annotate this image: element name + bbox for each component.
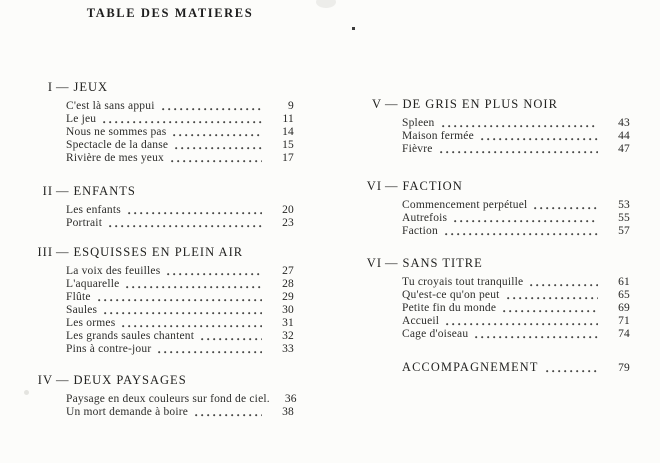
toc-entry [66, 406, 294, 419]
section-entries [30, 100, 294, 165]
page-number: 15 [282, 139, 294, 151]
dot-leader [445, 233, 598, 236]
section-name: ENFANTS [73, 184, 136, 198]
scan-smudge [316, 0, 336, 8]
toc-entry [66, 343, 294, 356]
section-entries [356, 199, 630, 238]
entry-title: Qu'est-ce qu'on peut [402, 289, 500, 301]
page-number: 65 [618, 289, 630, 301]
entry-title: Spectacle de la danse [66, 139, 169, 151]
toc-entry [402, 117, 630, 130]
toc-entry [66, 126, 294, 139]
toc-entry [66, 278, 294, 291]
entry-title: Le jeu [66, 113, 97, 125]
page-number: 57 [618, 225, 630, 237]
dot-leader [162, 108, 262, 111]
toc-entry [402, 302, 630, 315]
toc-entry [66, 113, 294, 126]
entry-title: Commencement perpétuel [402, 199, 528, 211]
page-number: 31 [282, 317, 294, 329]
dot-leader [98, 299, 262, 302]
page-number: 36 [284, 393, 297, 405]
dot-leader [546, 370, 598, 373]
page-number: 69 [618, 302, 630, 314]
section-header [30, 373, 294, 388]
dot-leader [173, 134, 262, 137]
dot-leader [128, 212, 262, 215]
toc-entry [402, 212, 630, 225]
dot-leader [167, 273, 262, 276]
entry-title: ACCOMPAGNEMENT [402, 360, 539, 374]
toc-entry [66, 217, 294, 230]
toc-entry [402, 199, 630, 212]
entry-title: Les enfants [66, 204, 121, 216]
toc-entry [402, 328, 630, 341]
section-header [30, 184, 294, 199]
toc-section-sans-titre [356, 256, 630, 341]
dot-leader [175, 147, 262, 150]
dot-leader [201, 338, 262, 341]
section-header [30, 245, 294, 260]
page-number: 74 [618, 328, 630, 340]
section-name: DE GRIS EN PLUS NOIR [402, 97, 558, 111]
toc-entry [402, 276, 630, 289]
page-number: 71 [618, 315, 630, 327]
dot-leader [122, 325, 262, 328]
dot-leader [103, 121, 262, 124]
section-numeral: IV [37, 373, 53, 387]
section-header [356, 256, 630, 271]
entry-title: Faction [402, 225, 438, 237]
toc-entry [66, 100, 294, 113]
toc-section-jeux [30, 80, 294, 165]
entry-title: Fièvre [402, 143, 433, 155]
page-number: 11 [282, 113, 294, 125]
dot-leader [534, 207, 598, 210]
entry-title: Portrait [66, 217, 103, 229]
toc-entry-accompagnement [402, 360, 630, 375]
entry-title: Spleen [402, 117, 435, 129]
page-number: 33 [282, 343, 294, 355]
toc-entry [66, 330, 294, 343]
dot-leader [442, 125, 599, 128]
dot-leader [195, 414, 262, 417]
page-number: 27 [282, 265, 294, 277]
section-entries [30, 393, 297, 419]
section-numeral: I [47, 80, 53, 94]
entry-title: Cage d'oiseau [402, 328, 469, 340]
section-name: DEUX PAYSAGES [73, 373, 187, 387]
toc-entry [66, 317, 294, 330]
entry-title: Maison fermée [402, 130, 474, 142]
toc-entry [66, 139, 294, 152]
section-numeral: II [42, 184, 53, 198]
section-name: SANS TITRE [402, 256, 483, 270]
dot-leader [475, 336, 598, 339]
toc-entry [402, 225, 630, 238]
entry-title: Nous ne sommes pas [66, 126, 167, 138]
entry-title: Autrefois [402, 212, 448, 224]
toc-section-enfants [30, 184, 294, 230]
page-number: 17 [282, 152, 294, 164]
toc-column-left [30, 80, 297, 419]
dot-leader [507, 297, 598, 300]
toc-entry [402, 289, 630, 302]
toc-entry [66, 304, 294, 317]
dot-leader [126, 286, 262, 289]
page-number: 53 [618, 199, 630, 211]
section-name: JEUX [73, 80, 109, 94]
dot-leader [481, 138, 598, 141]
entry-title: Pins à contre-jour [66, 343, 152, 355]
toc-entry [66, 204, 294, 217]
section-header [356, 97, 630, 112]
dot-leader [158, 351, 262, 354]
page-number: 32 [282, 330, 294, 342]
section-dash: — [56, 245, 70, 259]
section-numeral: III [37, 245, 53, 259]
page-number: 20 [282, 204, 294, 216]
entry-title: Paysage en deux couleurs sur fond de ciel. [66, 393, 270, 405]
section-dash: — [56, 373, 70, 387]
toc-entry [402, 315, 630, 328]
section-numeral: VI [366, 179, 382, 193]
entry-title: Saules [66, 304, 98, 316]
ink-speck [352, 27, 355, 30]
entry-title: L'aquarelle [66, 278, 120, 290]
entry-title: La voix des feuilles [66, 265, 161, 277]
entry-title: C'est là sans appui [66, 100, 155, 112]
dot-leader [446, 323, 598, 326]
toc-section-esquisses [30, 245, 294, 356]
toc-section-de-gris [356, 97, 630, 156]
section-dash: — [56, 184, 70, 198]
section-entries [356, 276, 630, 341]
page-number: 44 [618, 130, 630, 142]
section-header [30, 80, 294, 95]
section-numeral: VI [366, 256, 382, 270]
toc-entry [402, 130, 630, 143]
toc-column-right [356, 97, 630, 375]
entry-title: Les ormes [66, 317, 116, 329]
section-dash: — [385, 97, 399, 111]
section-name: FACTION [402, 179, 463, 193]
entry-title: Les grands saules chantent [66, 330, 195, 342]
dot-leader [440, 151, 598, 154]
section-dash: — [385, 179, 399, 193]
section-dash: — [56, 80, 70, 94]
entry-title: Un mort demande à boire [66, 406, 189, 418]
page-title: TABLE DES MATIERES [86, 6, 254, 20]
page-number: 28 [282, 278, 294, 290]
page-number: 43 [618, 117, 630, 129]
page-number: 29 [282, 291, 294, 303]
dot-leader [503, 310, 598, 313]
toc-section-deux-paysages [30, 373, 297, 419]
entry-title: Accueil [402, 315, 440, 327]
toc-entry [66, 291, 294, 304]
section-dash: — [385, 256, 399, 270]
section-entries [30, 265, 294, 356]
dot-leader [109, 225, 262, 228]
section-header [356, 179, 630, 194]
entry-title: Rivière de mes yeux [66, 152, 165, 164]
section-entries [30, 204, 294, 230]
section-entries [356, 117, 630, 156]
entry-title: Tu croyais tout tranquille [402, 276, 524, 288]
page-number: 9 [288, 100, 294, 112]
entry-title: Petite fin du monde [402, 302, 497, 314]
section-name: ESQUISSES EN PLEIN AIR [73, 245, 244, 259]
dot-leader [104, 312, 262, 315]
page-number: 47 [618, 143, 630, 155]
toc-entry [402, 143, 630, 156]
page-number: 79 [618, 362, 630, 374]
page-number: 14 [282, 126, 294, 138]
page-number: 61 [618, 276, 630, 288]
page-number: 30 [282, 304, 294, 316]
toc-section-faction [356, 179, 630, 238]
toc-entry [66, 393, 297, 406]
section-numeral: V [371, 97, 382, 111]
page-number: 55 [618, 212, 630, 224]
entry-title: Flûte [66, 291, 91, 303]
toc-entry [66, 152, 294, 165]
dot-leader [454, 220, 598, 223]
dot-leader [171, 160, 262, 163]
page-number: 38 [282, 406, 294, 418]
page-number: 23 [282, 217, 294, 229]
toc-entry [66, 265, 294, 278]
dot-leader [530, 284, 598, 287]
scan-smudge [24, 390, 29, 395]
